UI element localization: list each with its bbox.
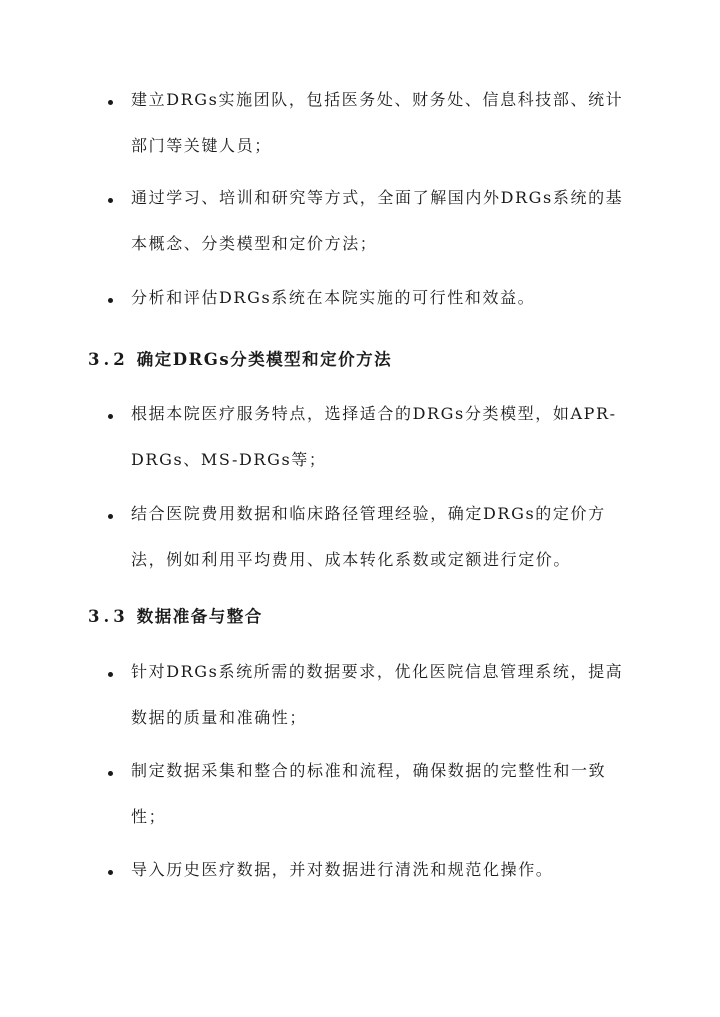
- bullet-dot: [108, 198, 113, 203]
- bullet-text: 针对DRGs系统所需的数据要求，优化医院信息管理系统，提高数据的质量和准确性；: [131, 662, 624, 727]
- bullet-text: 制定数据采集和整合的标准和流程，确保数据的完整性和一致性；: [131, 761, 607, 826]
- bullet-item: [108, 90, 628, 169]
- bullet-text: 根据本院医疗服务特点，选择适合的DRGs分类模型，如APR-DRGs、MS-DRGs等；: [131, 404, 617, 469]
- bullet-dot: [108, 514, 113, 519]
- section-number: 3.2: [88, 350, 129, 369]
- section-title: 确定DRGs分类模型和定价方法: [136, 350, 393, 369]
- bullet-item: [108, 188, 628, 267]
- bullet-text: 导入历史医疗数据，并对数据进行清洗和规范化操作。: [131, 860, 554, 879]
- bullet-text: 通过学习、培训和研究等方式，全面了解国内外DRGs系统的基本概念、分类模型和定价方法；: [131, 188, 624, 253]
- bullet-item: [108, 761, 628, 840]
- bullet-dot: [108, 100, 113, 105]
- bullet-item: [108, 662, 628, 741]
- bullet-item: [108, 860, 628, 893]
- bullet-text: 分析和评估DRGs系统在本院实施的可行性和效益。: [131, 288, 536, 307]
- bullet-dot: [108, 771, 113, 776]
- bullet-dot: [108, 298, 113, 303]
- section-heading-3-2: [88, 346, 392, 370]
- bullet-text: 结合医院费用数据和临床路径管理经验，确定DRGs的定价方法，例如利用平均费用、成本转化系数或定额进行定价。: [131, 504, 606, 569]
- bullet-dot: [108, 414, 113, 419]
- bullet-dot: [108, 870, 113, 875]
- section-title: 数据准备与整合: [136, 607, 263, 626]
- bullet-dot: [108, 672, 113, 677]
- bullet-text: 建立DRGs实施团队，包括医务处、财务处、信息科技部、统计部门等关键人员；: [131, 90, 624, 155]
- bullet-item: [108, 404, 628, 483]
- bullet-item: [108, 288, 628, 321]
- section-heading-3-3: [88, 603, 263, 627]
- section-number: 3.3: [88, 607, 129, 626]
- bullet-item: [108, 504, 628, 583]
